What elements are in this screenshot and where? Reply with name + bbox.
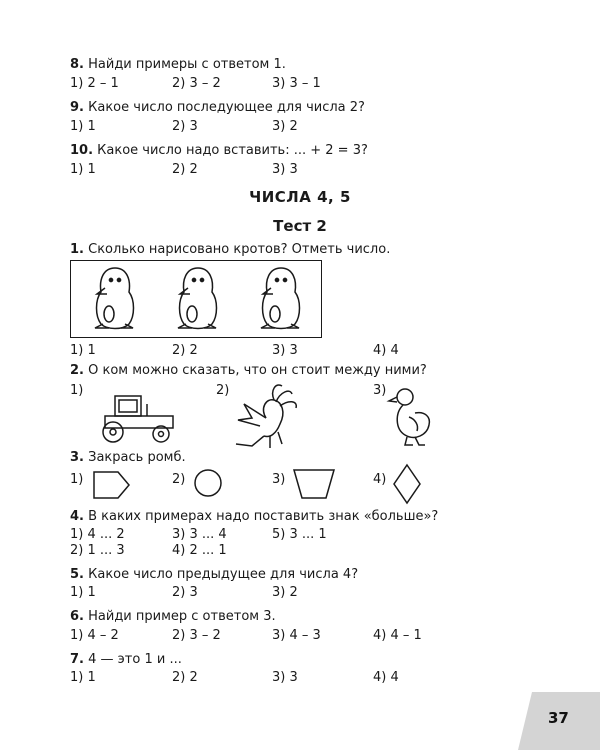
q10-option-2[interactable]: 2) 2 xyxy=(172,162,198,177)
t1-option-1[interactable]: 1) 1 xyxy=(70,343,96,358)
t3-label-3[interactable]: 3) xyxy=(272,472,286,487)
mole-icon xyxy=(85,264,145,334)
t3-label-1[interactable]: 1) xyxy=(70,472,84,487)
t7-option-4[interactable]: 4) 4 xyxy=(373,670,399,685)
pentagon-shape[interactable] xyxy=(92,468,132,502)
q8-option-3[interactable]: 3) 3 – 1 xyxy=(272,76,321,91)
q9-option-2[interactable]: 2) 3 xyxy=(172,119,198,134)
test-question-3: 3. Закрась ромб. xyxy=(70,450,186,465)
t7-option-3[interactable]: 3) 3 xyxy=(272,670,298,685)
dragon-icon xyxy=(230,378,310,453)
section-title: ЧИСЛА 4, 5 xyxy=(249,188,351,206)
q10-option-3[interactable]: 3) 3 xyxy=(272,162,298,177)
t7-option-1[interactable]: 1) 1 xyxy=(70,670,96,685)
t3-label-2[interactable]: 2) xyxy=(172,472,186,487)
question-10-text: Какое число надо вставить: ... + 2 = 3? xyxy=(97,143,368,158)
t4-option-2[interactable]: 2) 1 ... 3 xyxy=(70,543,125,558)
t5-option-1[interactable]: 1) 1 xyxy=(70,585,96,600)
t7-option-2[interactable]: 2) 2 xyxy=(172,670,198,685)
question-8-text: Найди примеры с ответом 1. xyxy=(88,57,286,72)
q8-option-1[interactable]: 1) 2 – 1 xyxy=(70,76,119,91)
test-question-7: 7. 4 — это 1 и ... xyxy=(70,652,182,667)
q9-option-3[interactable]: 3) 2 xyxy=(272,119,298,134)
t2-label-2[interactable]: 2) xyxy=(216,383,230,398)
t1-option-2[interactable]: 2) 2 xyxy=(172,343,198,358)
t6-option-1[interactable]: 1) 4 – 2 xyxy=(70,628,119,643)
q10-option-1[interactable]: 1) 1 xyxy=(70,162,96,177)
question-9-text: Какое число последующее для числа 2? xyxy=(88,100,365,115)
t5-option-3[interactable]: 3) 2 xyxy=(272,585,298,600)
test-question-1: 1. Сколько нарисовано кротов? Отметь число. xyxy=(70,242,391,257)
t6-option-2[interactable]: 2) 3 – 2 xyxy=(172,628,221,643)
q9-option-1[interactable]: 1) 1 xyxy=(70,119,96,134)
test-question-2-text: О ком можно сказать, что он стоит между ними? xyxy=(88,363,427,378)
test-question-7-text: 4 — это 1 и ... xyxy=(88,652,182,667)
t1-option-3[interactable]: 3) 3 xyxy=(272,343,298,358)
page-number: 37 xyxy=(548,709,569,727)
test-title: Тест 2 xyxy=(273,217,327,235)
t4-option-5[interactable]: 5) 3 ... 1 xyxy=(272,527,327,542)
t2-label-3[interactable]: 3) xyxy=(373,383,387,398)
t4-option-3[interactable]: 3) 3 ... 4 xyxy=(172,527,227,542)
question-10: 10. Какое число надо вставить: ... + 2 = 3? xyxy=(70,143,368,158)
test-question-5: 5. Какое число предыдущее для числа 4? xyxy=(70,567,359,582)
test-question-6-text: Найди пример с ответом 3. xyxy=(88,609,276,624)
tractor-icon xyxy=(85,392,180,444)
t6-option-3[interactable]: 3) 4 – 3 xyxy=(272,628,321,643)
test-question-5-text: Какое число предыдущее для числа 4? xyxy=(88,567,359,582)
t6-option-4[interactable]: 4) 4 – 1 xyxy=(373,628,422,643)
mole-icon xyxy=(168,264,228,334)
question-9: 9. Какое число последующее для числа 2? xyxy=(70,100,365,115)
trapezoid-shape[interactable] xyxy=(292,466,336,502)
test-question-4: 4. В каких примерах надо поставить знак «больше»? xyxy=(70,509,439,524)
t5-option-2[interactable]: 2) 3 xyxy=(172,585,198,600)
t2-label-1[interactable]: 1) xyxy=(70,383,84,398)
test-question-2: 2. О ком можно сказать, что он стоит между ними? xyxy=(70,363,427,378)
t1-option-4[interactable]: 4) 4 xyxy=(373,343,399,358)
test-question-1-text: Сколько нарисовано кротов? Отметь число. xyxy=(88,242,391,257)
mole-icon xyxy=(251,264,311,334)
circle-shape[interactable] xyxy=(192,467,224,499)
t4-option-4[interactable]: 4) 2 ... 1 xyxy=(172,543,227,558)
t4-option-1[interactable]: 1) 4 ... 2 xyxy=(70,527,125,542)
duck-icon xyxy=(385,383,435,448)
rhombus-shape[interactable] xyxy=(392,463,422,505)
question-8: 8. Найди примеры с ответом 1. xyxy=(70,57,286,72)
q8-option-2[interactable]: 2) 3 – 2 xyxy=(172,76,221,91)
t3-label-4[interactable]: 4) xyxy=(373,472,387,487)
test-question-6: 6. Найди пример с ответом 3. xyxy=(70,609,276,624)
test-question-4-text: В каких примерах надо поставить знак «больше»? xyxy=(88,509,439,524)
test-question-3-text: Закрась ромб. xyxy=(88,450,186,465)
